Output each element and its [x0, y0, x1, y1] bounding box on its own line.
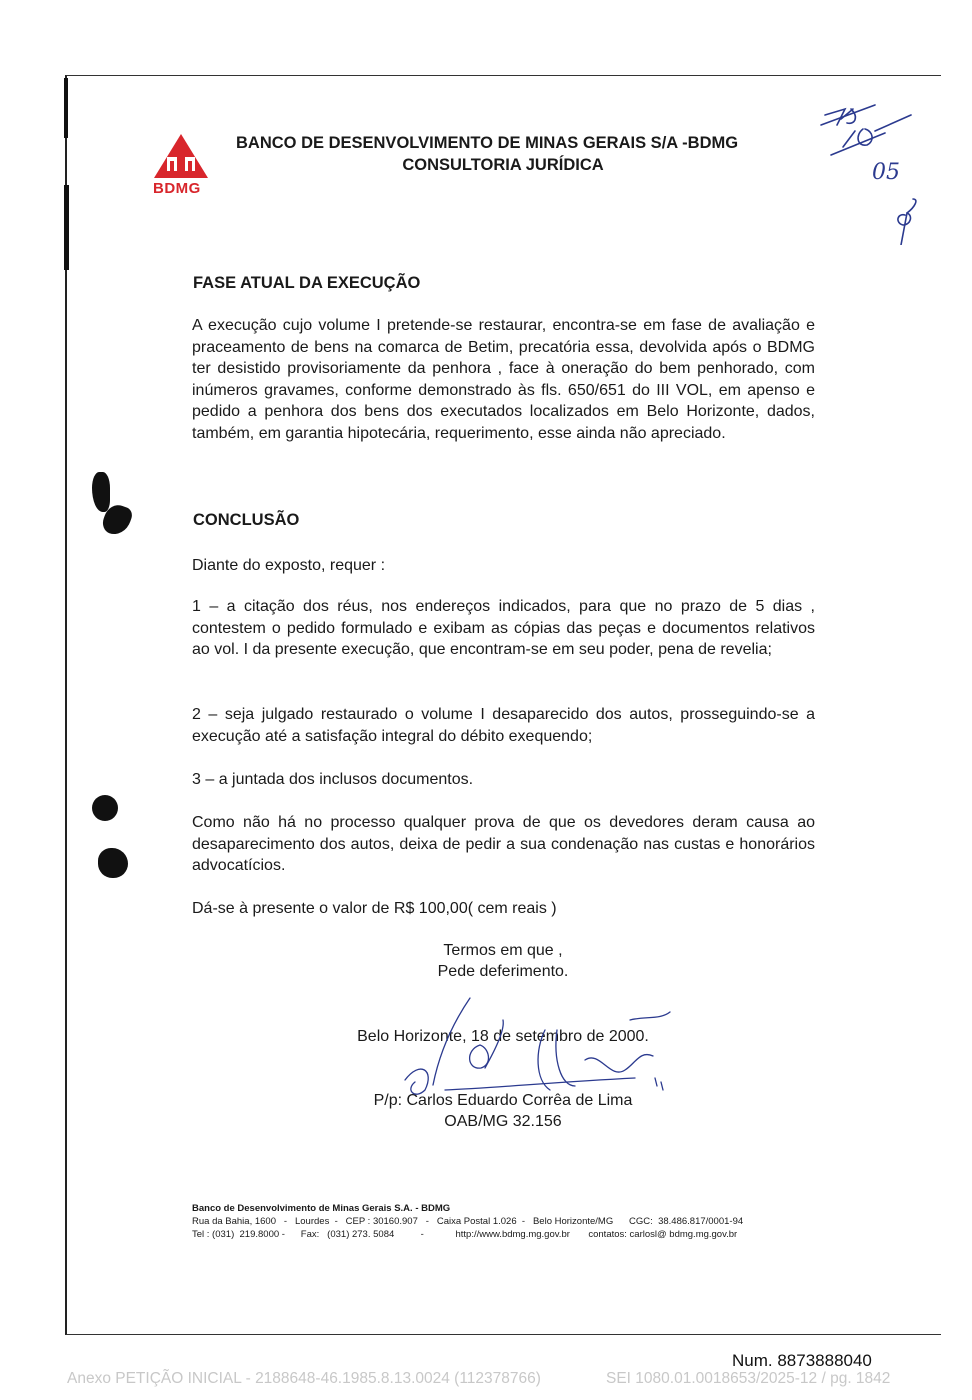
- binding-edge-mark: [64, 185, 69, 270]
- section-title-current-phase: FASE ATUAL DA EXECUÇÃO: [193, 274, 421, 292]
- section-title-conclusion: CONCLUSÃO: [193, 511, 300, 529]
- letterhead-footer: [192, 1203, 743, 1240]
- request-item-2: 2 – seja julgado restaurado o volume I desaparecido dos autos, prosseguindo-se a execução até a satisfação integral do débito exequendo;: [192, 706, 815, 745]
- binder-hole-mark: [98, 848, 128, 878]
- handwritten-number-05: 05: [872, 160, 900, 185]
- conclusion-intro: Diante do exposto, requer :: [192, 557, 386, 574]
- footer-bank-name: Banco de Desenvolvimento de Minas Gerais S.A. - BDMG: [192, 1203, 451, 1214]
- footer-contacts: Tel : (031) 219.8000 - Fax: (031) 273. 5084 - http://www.bdmg.mg.gov.br contatos: carlosl@ bdmg.mg.gov.br: [192, 1229, 738, 1240]
- logo-text: BDMG: [153, 180, 201, 197]
- closing-line-2: Pede deferimento.: [437, 963, 569, 980]
- document-number: Num. 8873888040: [732, 1351, 872, 1370]
- bank-name-heading: BANCO DE DESENVOLVIMENTO DE MINAS GERAIS S/A -BDMG: [236, 134, 739, 152]
- request-item-1: 1 – a citação dos réus, nos endereços indicados, para que no prazo de 5 dias , contestem o pedido formulado e exibam as cópias das peças e documentos relativos ao vol. I da presente execução, que encontram-se em seu poder, pena de revelia;: [192, 598, 815, 659]
- case-value-line: Dá-se à presente o valor de R$ 100,00( cem reais ): [192, 900, 557, 917]
- section-current-phase-text: A execução cujo volume I pretende-se restaurar, encontra-se em fase de avaliação e praceamento de bens na comarca de Betim, precatória essa, devolvida após o BDMG ter desistido provisoriamente da penhora , face à oneração do bem penhorado, com inúmeros gravames, conforme demonstrado às fls. 650/651 do III VOL, em apenso e pedido a penhora dos bens dos executados localizados em Belo Horizonte, dados, também, em garantia hipotecária, requerimento, esse ainda não apreciado.: [192, 317, 815, 442]
- binder-hole-mark: [92, 472, 110, 512]
- signer-name: P/p: Carlos Eduardo Corrêa de Lima: [373, 1092, 633, 1109]
- sei-page-reference: SEI 1080.01.0018653/2025-12 / pg. 1842: [606, 1370, 891, 1387]
- signer-oab: OAB/MG 32.156: [444, 1113, 562, 1130]
- binder-hole-mark: [92, 795, 118, 821]
- request-item-3: 3 – a juntada dos inclusos documentos.: [192, 771, 474, 788]
- binding-edge-mark: [64, 78, 68, 138]
- annex-reference: Anexo PETIÇÃO INICIAL - 2188648-46.1985.8.13.0024 (112378766): [67, 1370, 541, 1387]
- place-and-date: Belo Horizonte, 18 de setembro de 2000.: [357, 1028, 649, 1045]
- closing-line-1: Termos em que ,: [443, 942, 563, 959]
- footer-address: Rua da Bahia, 1600 - Lourdes - CEP : 30160.907 - Caixa Postal 1.026 - Belo Horizonte/MG CGC: 38.486.817/0001-94: [192, 1216, 744, 1227]
- costs-paragraph: Como não há no processo qualquer prova de que os devedores deram causa ao desaparecimento dos autos, deixa de pedir a sua condenação nas custas e honorários advocatícios.: [192, 814, 815, 875]
- department-heading: CONSULTORIA JURÍDICA: [402, 156, 604, 174]
